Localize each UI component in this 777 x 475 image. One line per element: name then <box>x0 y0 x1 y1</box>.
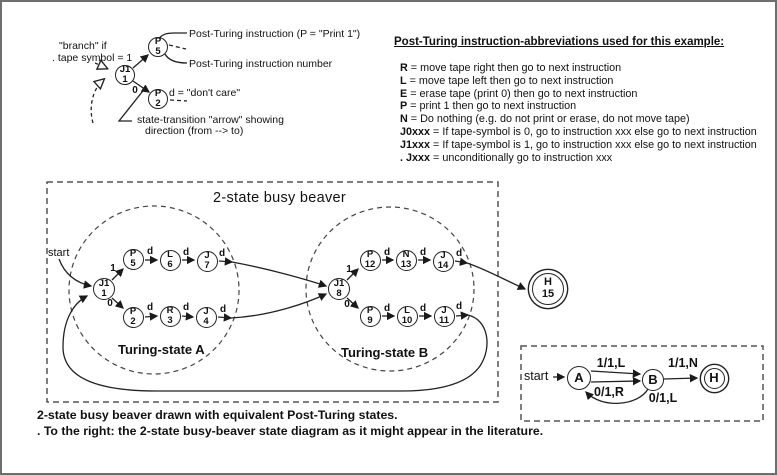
edge-label: 0/1,R <box>594 384 624 399</box>
caption-line2: . To the right: the 2-state busy-beaver state diagram as it might appear in the literature. <box>37 424 544 438</box>
abbreviation-line: . Jxxx = unconditionally go to instruction xxx <box>400 151 613 164</box>
edge-label: 0/1,L <box>648 390 678 405</box>
node-B: B <box>642 369 664 391</box>
legend-label-number: Post-Turing instruction number <box>189 58 333 70</box>
edge-j7-exit <box>219 261 232 262</box>
abbreviation-line: R = move tape right then go to next instruction <box>400 62 622 74</box>
edge-j11-exit <box>456 315 468 316</box>
edge-label: d <box>219 304 227 315</box>
edge-label: d <box>419 247 427 258</box>
node-J14: J 14 <box>433 251 454 272</box>
legend-label-dont-care: d = "don't care" <box>169 87 241 99</box>
edge-sd-a-b-top <box>591 371 640 374</box>
node-J18: J1 8 <box>328 278 350 300</box>
busy-beaver-start-label: start <box>48 247 70 259</box>
abbreviation-line: P = print 1 then go to next instruction <box>400 100 577 113</box>
busy-beaver-dashed-box <box>47 182 498 402</box>
edge-label: 0 <box>107 298 113 309</box>
node-A: A <box>567 366 591 390</box>
abbreviation-line: N = Do nothing (e.g. do not print or erase, do not move tape) <box>400 113 690 126</box>
legend-callout-number <box>165 54 187 63</box>
edge-label: d <box>383 303 391 314</box>
abbreviation-line: J0xxx = If tape-symbol is 0, go to instruction xxx else go to next instruction <box>400 125 757 138</box>
legend-dontcare-stub-top <box>169 45 186 49</box>
busy-beaver-title: 2-state busy beaver <box>213 190 347 206</box>
abbreviations-title: Post-Turing instruction-abbreviations used for this example: <box>394 36 725 48</box>
node-H15: H 15 <box>532 273 564 305</box>
legend-dashed-in-curve <box>91 80 103 123</box>
edge-label: d <box>383 247 391 258</box>
legend-dontcare-stub-bottom <box>170 100 187 101</box>
edge-sd-b-h <box>664 378 697 379</box>
abbreviations-list <box>400 62 757 164</box>
node-J4: J 4 <box>196 307 217 328</box>
node-P9: P 9 <box>360 306 381 327</box>
node-J11: J1 1 <box>115 65 135 85</box>
edge-j4-to-j1-8 <box>231 294 326 318</box>
node-N13: N 13 <box>396 250 417 271</box>
node-J7: J 7 <box>197 251 218 272</box>
abbreviation-line: J1xxx = If tape-symbol is 1, go to instruction xxx else go to next instruction <box>400 138 757 151</box>
node-P5: P 5 <box>123 249 144 270</box>
node-R3: R 3 <box>160 306 181 327</box>
node-H: H <box>704 368 725 389</box>
edge-j14-exit <box>455 261 467 263</box>
edge-label: d <box>455 248 463 259</box>
edge-j7-to-j1-8 <box>232 262 326 286</box>
edge-label: d <box>146 302 154 313</box>
edge-label: d <box>146 246 154 257</box>
node-P2: P 2 <box>148 89 168 109</box>
abbreviation-line: E = erase tape (print 0) then go to next instruction <box>400 87 638 100</box>
node-P2: P 2 <box>123 307 144 328</box>
legend-label-instruction: Post-Turing instruction (P = "Print 1") <box>189 28 361 40</box>
node-J11: J 11 <box>434 306 455 327</box>
edge-label: 1 <box>346 264 352 275</box>
edge-label: d <box>182 302 190 313</box>
edge-label: 1/1,L <box>596 355 626 370</box>
edge-sd-a-b-bottom <box>591 381 640 382</box>
node-P5: P 5 <box>148 37 168 57</box>
busy-beaver-frames <box>47 182 498 402</box>
turing-state-b-label: Turing-state B <box>341 345 429 360</box>
node-J11: J1 1 <box>93 278 115 300</box>
edge-label: d <box>218 248 226 259</box>
legend-branch-note-line1: "branch" if <box>59 40 107 52</box>
legend-branch-note-line2: . tape symbol = 1 <box>52 52 133 64</box>
legend-label-transition-line2: direction (from --> to) <box>145 125 244 137</box>
edge-p2-r3 <box>145 316 157 317</box>
abbreviation-line: L = move tape left then go to next instruction <box>400 74 614 87</box>
edge-label: d <box>419 303 427 314</box>
legend-edge-branch1 <box>133 55 148 68</box>
edge-j1-1-to-p2 <box>112 298 123 308</box>
edge-label: 0 <box>344 299 350 310</box>
caption-line1: 2-state busy beaver drawn with equivalent Post-Turing states. <box>37 408 398 422</box>
edge-label: 0 <box>132 85 138 96</box>
node-P12: P 12 <box>360 250 381 271</box>
edge-j14-to-h15 <box>467 263 525 289</box>
edge-start <box>59 259 91 286</box>
turing-state-a-label: Turing-state A <box>118 342 205 357</box>
edge-label: d <box>182 247 190 258</box>
node-L10: L 10 <box>397 306 418 327</box>
edge-r3-j4 <box>182 316 193 317</box>
edge-label: 1 <box>110 263 116 274</box>
edge-label: d <box>455 301 463 312</box>
state-diagram-start-label: start <box>524 369 549 383</box>
edge-j4-exit <box>218 317 231 318</box>
legend-label-transition-line1: state-transition "arrow" showing <box>137 114 284 126</box>
edge-label: 1/1,N <box>668 355 698 370</box>
node-L6: L 6 <box>160 250 181 271</box>
